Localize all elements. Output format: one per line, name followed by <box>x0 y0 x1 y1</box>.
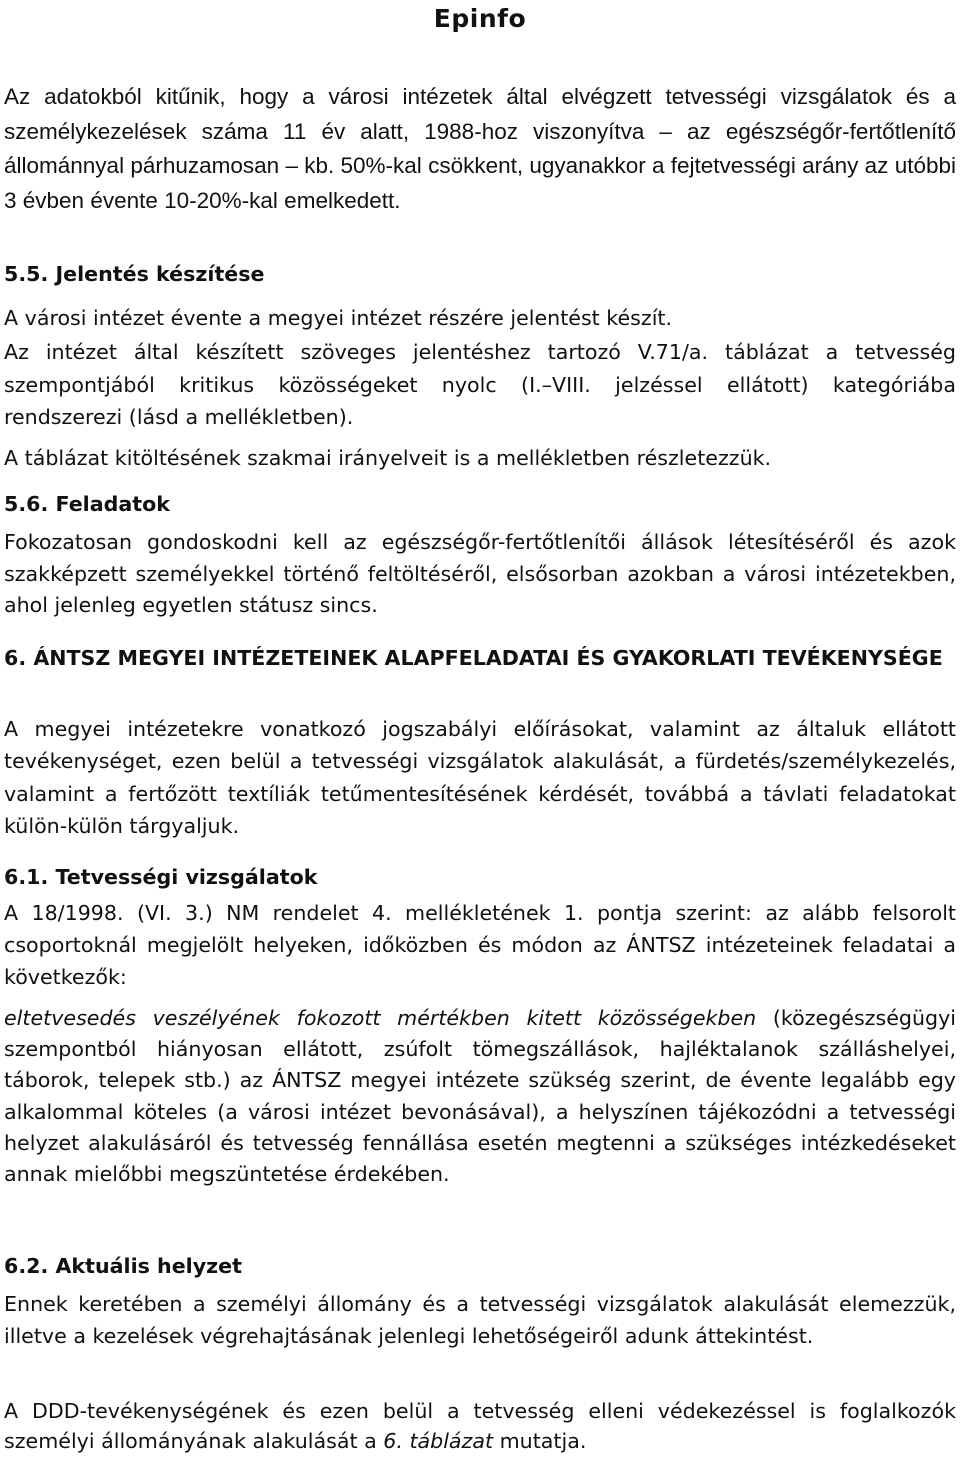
section-6-2-heading: 6.2. Aktuális helyzet <box>4 1254 242 1278</box>
section-6-paragraph: A megyei intézetekre vonatkozó jogszabályi előírásokat, valamint az általuk ellátott tevékenységet, ezen belül a tetvességi vizsgálatok alakulását, a fürdetés/személykezelés, valamint a fertőzött textíliák tetűmentesítésének kérdését, továbbá a távlati feladatokat külön-külön tárgyaljuk. <box>4 717 956 839</box>
section-5-5-line-2: A táblázat kitöltésének szakmai irányelveit is a mellékletben részletezzük. <box>4 446 772 470</box>
section-6-1-italic-lead: eltetvesedés veszélyének fokozott mértékben kitett közösségekben <box>4 1006 757 1030</box>
section-5-5-heading: 5.5. Jelentés készítése <box>4 262 265 286</box>
section-6-2-paragraph-2 <box>4 1396 956 1456</box>
section-6-2-paragraph-1: Ennek keretében a személyi állomány és a tetvességi vizsgálatok alakulását elemezzük, illetve a kezelések végrehajtásának jelenlegi lehetőségeiről adunk áttekintést. <box>4 1292 956 1349</box>
section-5-6-paragraph: Fokozatosan gondoskodni kell az egészségőr-fertőtlenítői állások létesítéséről és azok szakképzett személyekkel történő feltöltéséről, elsősorban azokban a városi intézetekben, ahol jelenleg egyetlen státusz sincs. <box>4 530 956 618</box>
section-6-heading: 6. ÁNTSZ MEGYEI INTÉZETEINEK ALAPFELADATAI ÉS GYAKORLATI TEVÉKENYSÉGE <box>4 646 943 670</box>
section-6-2-paragraph-2-start: A DDD-tevékenységének és ezen belül a tetvesség elleni védekezéssel is foglalkozók személyi állományának alakulását a <box>4 1399 956 1454</box>
table-6-reference: 6. táblázat <box>383 1429 494 1454</box>
section-6-1-paragraph-1: A 18/1998. (VI. 3.) NM rendelet 4. mellékletének 1. pontja szerint: az alább felsorolt csoportoknál megjelölt helyeken, időközben és módon az ÁNTSZ intézeteinek feladatai a következők: <box>4 901 956 989</box>
section-6-1-paragraph-2-rest: (közegészségügyi szempontból hiányosan ellátott, zsúfolt tömegszállások, hajléktalanok szálláshelyei, táborok, telepek stb.) az ÁNTSZ megyei intézete szükség szerint, de évente legalább egy alkalommal köteles (a városi intézet bevonásával), a helyszínen tájékozódni a tetvességi helyzet alakulásáról és tetvesség fennállása esetén megtenni a szükséges intézkedéseket annak mielőbbi megszüntetése érdekében. <box>4 1006 956 1187</box>
section-6-2-paragraph-2-end: mutatja. <box>493 1429 587 1454</box>
intro-paragraph: Az adatokból kitűnik, hogy a városi intézetek által elvégzett tetvességi vizsgálatok és a személykezelések száma 11 év alatt, 1988-hoz viszonyítva – az egészségőr-fertőtlenítő állománnyal párhuzamosan – kb. 50%-kal csökkent, ugyanakkor a fejtetvességi arány az utóbbi 3 évben évente 10-20%-kal emelkedett. <box>4 84 956 214</box>
section-5-6-heading: 5.6. Feladatok <box>4 492 170 516</box>
section-5-5-line-1: A városi intézet évente a megyei intézet részére jelentést készít. <box>4 306 673 330</box>
section-6-1-paragraph-2 <box>4 1003 956 1190</box>
epinfo-logo: Epinfo <box>433 4 527 33</box>
section-5-5-paragraph: Az intézet által készített szöveges jelentéshez tartozó V.71/a. táblázat a tetvesség szempontjából kritikus közösségeket nyolc (I.–VIII. jelzéssel ellátott) kategóriába rendszerezi (lásd a mellékletben). <box>4 340 956 430</box>
section-6-1-heading: 6.1. Tetvességi vizsgálatok <box>4 865 318 889</box>
